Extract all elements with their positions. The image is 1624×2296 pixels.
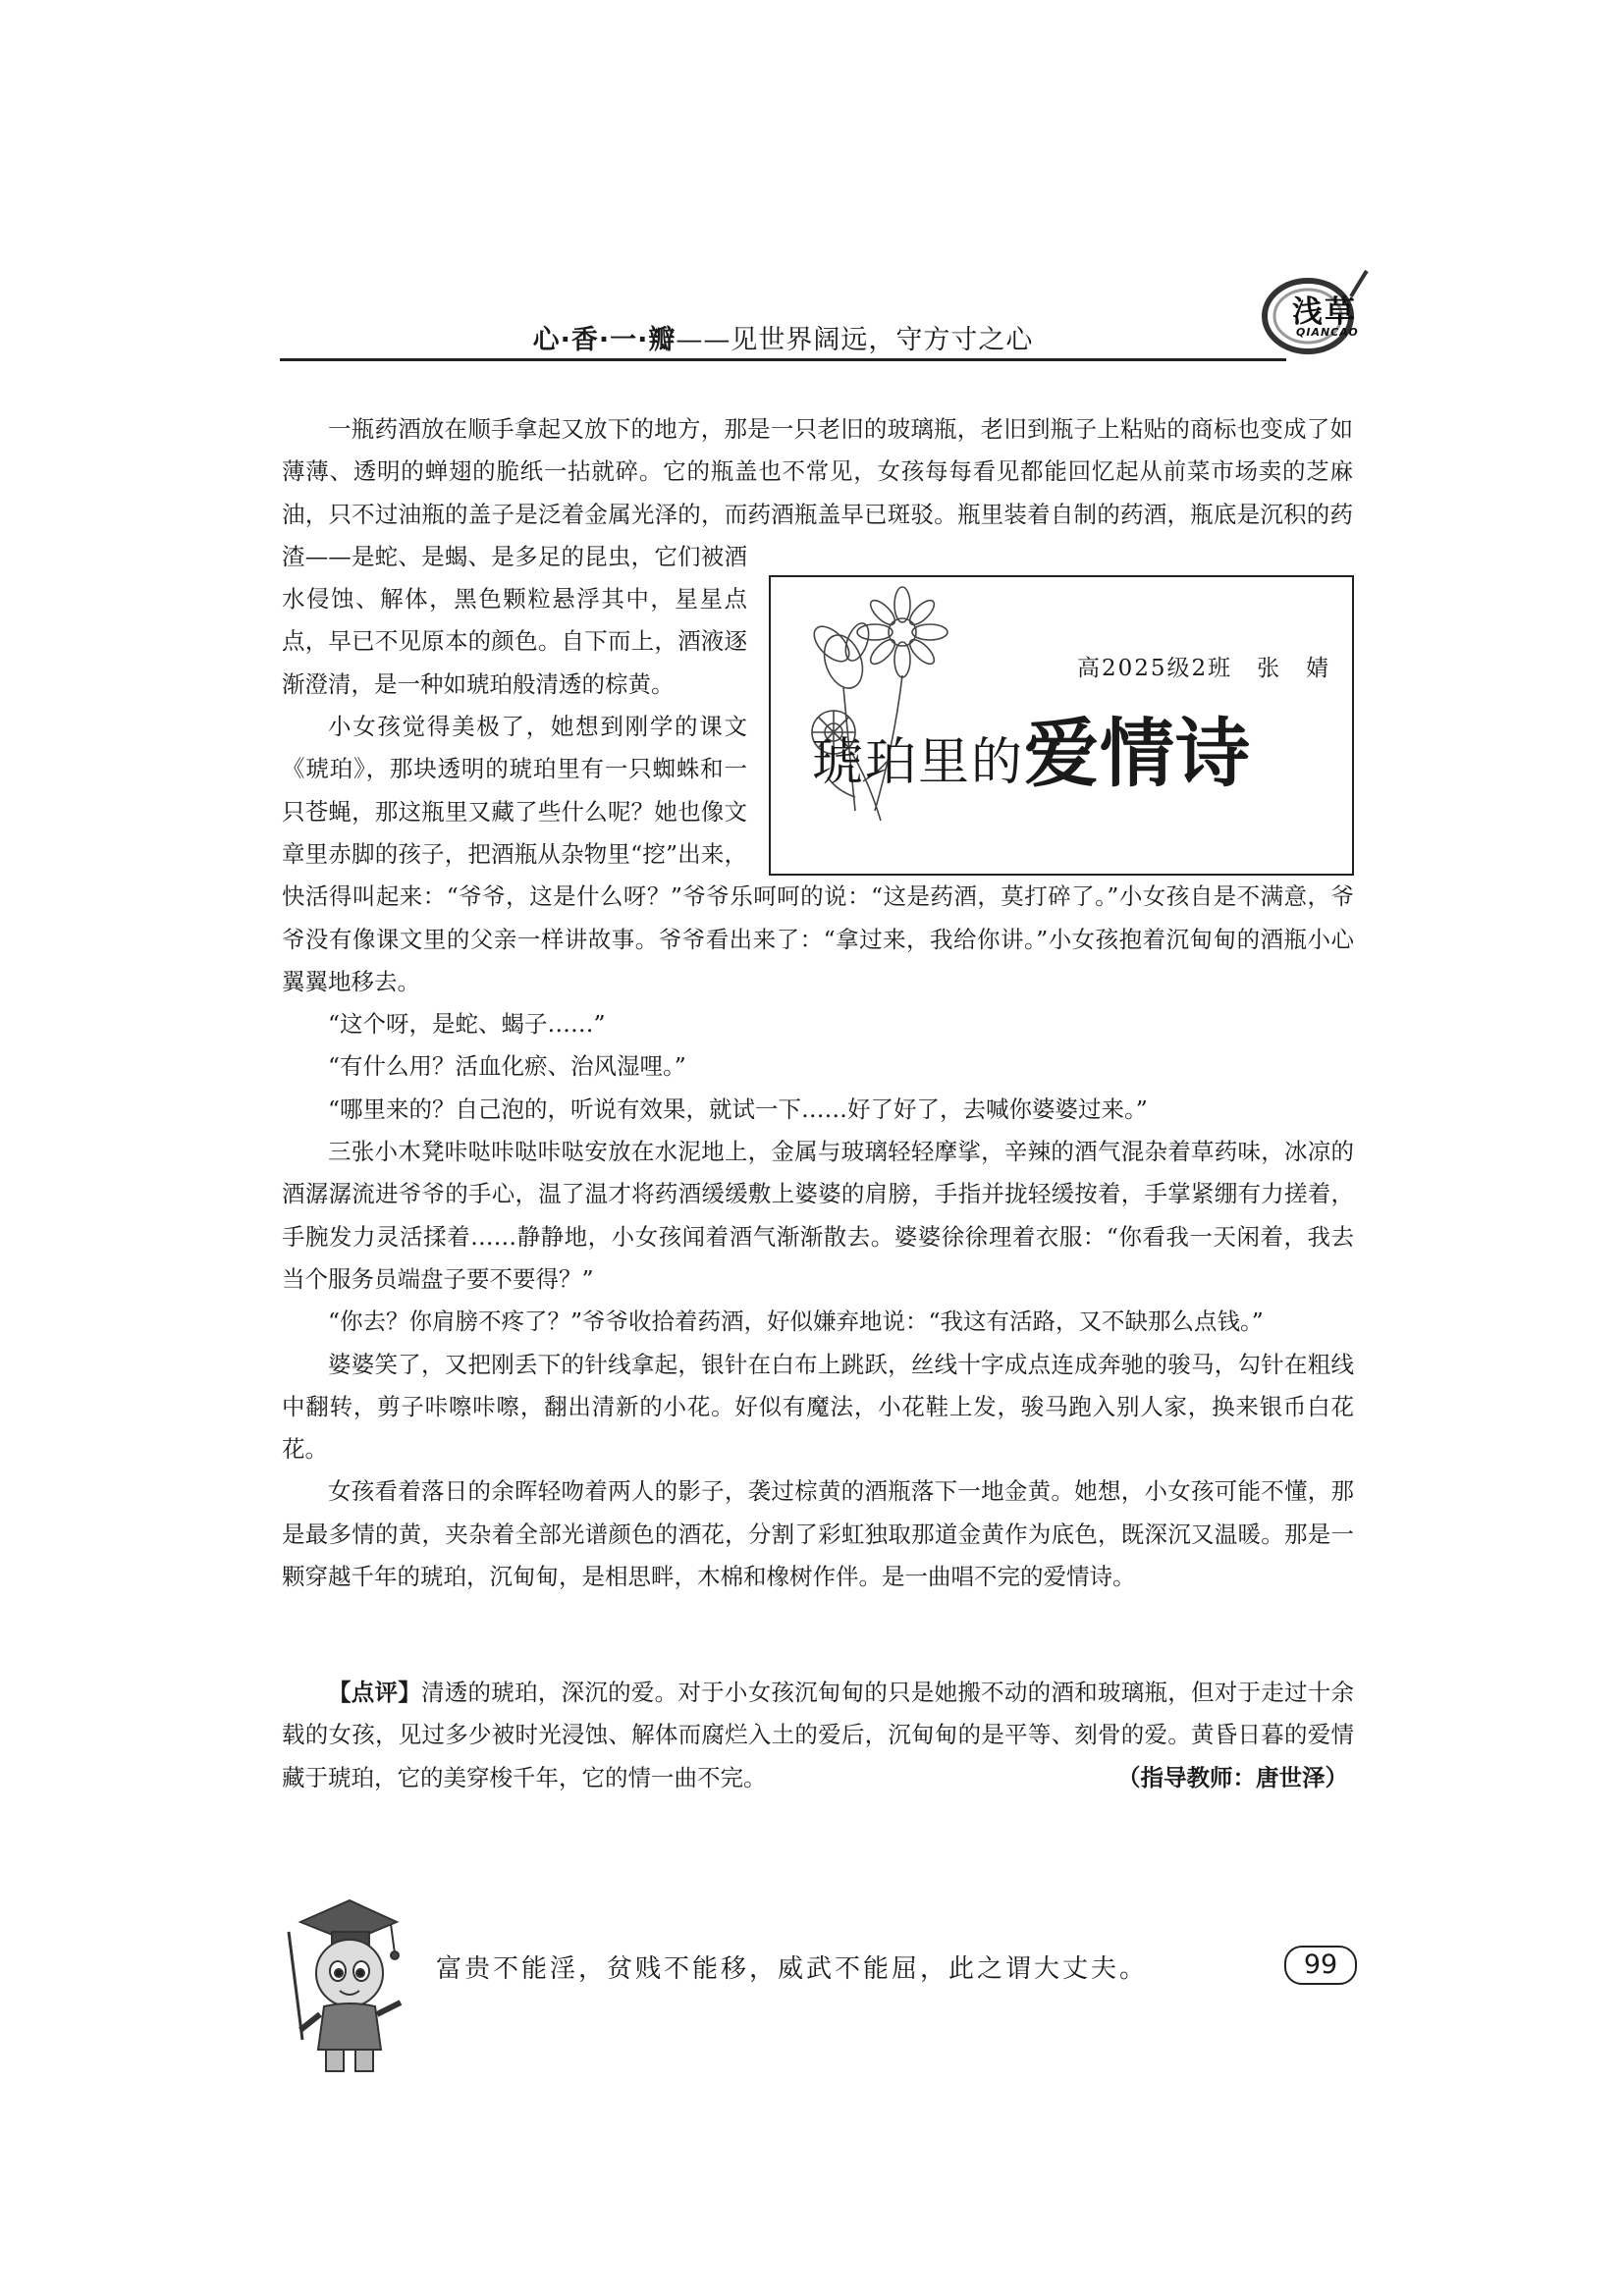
header-rule xyxy=(280,358,1286,361)
paragraph-6: 三张小木凳咔哒咔哒咔哒安放在水泥地上，金属与玻璃轻轻摩挲，辛辣的酒气混杂着草药味，冰凉的酒潺潺流进爷爷的手心，温了温才将药酒缓缓敷上婆婆的肩膀，手指并拢轻缓按着，手掌紧绷有力搓着，手腕发力灵活揉着……静静地，小女孩闻着酒气渐渐散去。婆婆徐徐理着衣服：“你看我一天闲着，我去当个服务员端盘子要不要得？” xyxy=(282,1138,1354,1293)
paragraph-3: “这个呀，是蛇、蝎子……” xyxy=(328,1010,606,1039)
paragraph-7: “你去？你肩膀不疼了？”爷爷收拾着药酒，好似嫌弃地说：“我这有活路，又不缺那么点钱。” xyxy=(328,1308,1264,1336)
paragraph-4: “有什么用？活血化瘀、治风湿哩。” xyxy=(328,1052,686,1081)
section-name: 心·香·一·瓣 xyxy=(532,325,677,355)
flower-illustration-icon xyxy=(792,585,949,870)
page-number: 99 xyxy=(1284,1946,1357,1985)
story-title xyxy=(812,710,1252,797)
section-subtitle: 见世界阔远，守方寸之心 xyxy=(731,325,1034,355)
logo-text: 浅草 xyxy=(1292,294,1357,330)
title-prefix: 琥珀里的 xyxy=(812,733,1025,792)
author-byline: 高2025级2班 张 婧 xyxy=(1077,656,1331,681)
title-main: 爱情诗 xyxy=(1024,710,1252,797)
student-mascot-icon xyxy=(263,1893,420,2079)
logo-subtext: QIANCAO xyxy=(1296,326,1359,339)
footer-motto: 富贵不能淫，贫贱不能移，威武不能屈，此之谓大丈夫。 xyxy=(436,1954,1149,1984)
paragraph-9: 女孩看着落日的余晖轻吻着两人的影子，袭过棕黄的酒瓶落下一地金黄。她想，小女孩可能不懂，那是最多情的黄，夹杂着全部光谱颜色的酒花，分割了彩虹独取那道金黄作为底色，既深沉又温暖。那是一颗穿越千年的琥珀，沉甸甸，是相思畔，木棉和橡树作伴。是一曲唱不完的爱情诗。 xyxy=(282,1477,1354,1591)
header-title xyxy=(280,318,1286,356)
paragraph-1: 一瓶药酒放在顺手拿起又放下的地方，那是一只老旧的玻璃瓶，老旧到瓶子上粘贴的商标也变成了如薄薄、透明的蝉翅的脆纸一拈就碎。它的瓶盖也不常见，女孩每每看见都能回忆起从前菜市场卖的芝麻油，只不过油瓶的盖子是泛着金属光泽的，而药酒瓶盖早已斑驳。瓶里装着自制的药酒，瓶底是沉积的药渣——是蛇、是蝎、是多足的昆虫，它们被酒水侵蚀、解体，黑色颗粒悬浮其中，星星点点，早已不见原本的颜色。自下而上，酒液逐渐澄清，是一种如琥珀般清透的棕黄。 xyxy=(282,415,1353,698)
article-body xyxy=(282,408,1354,1598)
commentary xyxy=(282,1672,1354,1799)
title-box xyxy=(769,575,1354,876)
teacher-credit: （指导教师：唐世泽） xyxy=(1117,1763,1348,1791)
paragraph-8: 婆婆笑了，又把刚丢下的针线拿起，银针在白布上跳跃，丝线十字成点连成奔驰的骏马，勾针在粗线中翻转，剪子咔嚓咔嚓，翻出清新的小花。好似有魔法，小花鞋上发，骏马跑入别人家，换来银币白花花。 xyxy=(282,1350,1354,1464)
paragraph-2: 小女孩觉得美极了，她想到刚学的课文《琥珀》，那块透明的琥珀里有一只蜘蛛和一只苍蝇，那这瓶里又藏了些什么呢？她也像文章里赤脚的孩子，把酒瓶从杂物里“挖”出来，快活得叫起来：“爷爷，这是什么呀？”爷爷乐呵呵的说：“这是药酒，莫打碎了。”小女孩自是不满意，爷爷没有像课文里的父亲一样讲故事。爷爷看出来了：“拿过来，我给你讲。”小女孩抱着沉甸甸的酒瓶小心翼翼地移去。 xyxy=(282,713,1354,995)
page-header xyxy=(280,314,1286,363)
header-separator: —— xyxy=(676,325,731,355)
paragraph-5: “哪里来的？自己泡的，听说有效果，就试一下……好了好了，去喊你婆婆过来。” xyxy=(328,1095,1148,1123)
comment-text: 清透的琥珀，深沉的爱。对于小女孩沉甸甸的只是她搬不动的酒和玻璃瓶，但对于走过十余载的女孩，见过多少被时光浸蚀、解体而腐烂入土的爱后，沉甸甸的是平等、刻骨的爱。黄昏日暮的爱情藏于琥珀，它的美穿梭千年，它的情一曲不完。 xyxy=(282,1679,1355,1791)
comment-tag: 【点评】 xyxy=(328,1679,422,1706)
